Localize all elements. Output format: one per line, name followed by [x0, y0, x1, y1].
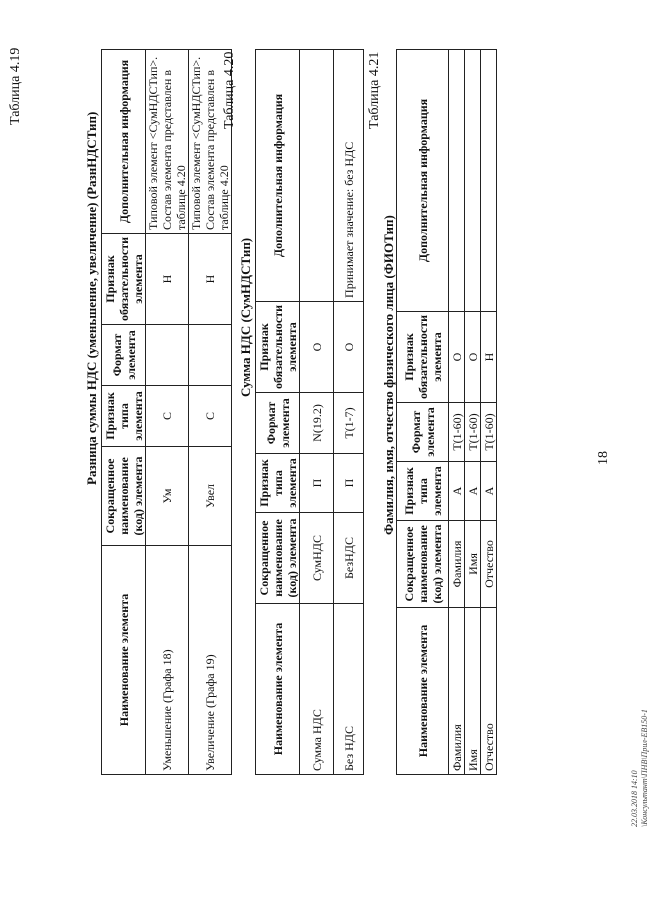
cell-extra [300, 50, 334, 302]
table-4-19-label: Таблица 4.19 [8, 47, 23, 125]
table-4-20-label: Таблица 4.20 [222, 51, 237, 129]
cell-extra: Принимает значение: без НДС [334, 50, 364, 302]
cell-required: О [300, 301, 334, 392]
cell-required: О [449, 311, 465, 402]
cell-type: А [449, 462, 465, 521]
cell-extra-line2: Состав элемента представлен в таблице 4.20 [160, 69, 188, 230]
cell-type: П [300, 454, 334, 513]
cell-short: Отчество [481, 521, 497, 608]
table-row [300, 50, 334, 775]
cell-short: Имя [465, 521, 481, 608]
cell-required: О [465, 311, 481, 402]
cell-format [189, 325, 232, 386]
cell-short: Увел [189, 447, 232, 546]
header-short-name: Сокращенное наименование (код) элемента [256, 513, 300, 604]
table-row [189, 50, 232, 775]
cell-extra [465, 50, 481, 312]
header-required: Признак обязательности элемента [256, 301, 300, 392]
cell-format [146, 325, 189, 386]
table-row [481, 50, 497, 775]
header-format: Формат элемента [256, 393, 300, 454]
table-4-20 [255, 49, 364, 775]
cell-extra-line1: Типовой элемент <СумНДСТип>. [189, 56, 203, 230]
table-row [465, 50, 481, 775]
cell-name: Уменьшение (Графа 18) [146, 546, 189, 775]
cell-required: Н [146, 233, 189, 324]
print-stamp [630, 709, 650, 827]
header-short-name: Сокращенное наименование (код) элемента [102, 447, 146, 546]
header-extra: Дополнительная информация [256, 50, 300, 302]
cell-required: Н [481, 311, 497, 402]
table-4-21 [396, 49, 497, 775]
cell-type: С [146, 386, 189, 447]
table-row [146, 50, 189, 775]
cell-short: Ум [146, 447, 189, 546]
cell-type: А [465, 462, 481, 521]
header-name: Наименование элемента [256, 604, 300, 775]
table-4-21-label: Таблица 4.21 [367, 51, 382, 129]
cell-extra-line2: Состав элемента представлен в таблице 4.20 [203, 69, 231, 230]
cell-format: N(19.2) [300, 393, 334, 454]
table-4-20-title: Сумма НДС (СумНДСТип) [238, 237, 253, 397]
table-row [334, 50, 364, 775]
cell-name: Имя [465, 608, 481, 775]
cell-name: Сумма НДС [300, 604, 334, 775]
cell-type: С [189, 386, 232, 447]
header-extra: Дополнительная информация [397, 50, 449, 312]
header-required: Признак обязательности элемента [102, 233, 146, 324]
header-format: Формат элемента [102, 325, 146, 386]
table-4-19-title: Разница суммы НДС (уменьшение, увеличение) (РазнНДСТип) [84, 111, 99, 485]
cell-name: Фамилия [449, 608, 465, 775]
cell-name: Отчество [481, 608, 497, 775]
cell-format: T(1-60) [449, 403, 465, 462]
print-stamp-path: \Консультант\ПНВ\Прил-ЕВ150-1 [640, 709, 649, 827]
header-name: Наименование элемента [397, 608, 449, 775]
cell-short: СумНДС [300, 513, 334, 604]
cell-name: Без НДС [334, 604, 364, 775]
header-format: Формат элемента [397, 403, 449, 462]
table-4-21-title: Фамилия, имя, отчество физического лица (ФИОТип) [381, 215, 396, 535]
header-type-sign: Признак типа элемента [102, 386, 146, 447]
cell-required: О [334, 301, 364, 392]
cell-format: T(1-7) [334, 393, 364, 454]
cell-extra [481, 50, 497, 312]
cell-required: Н [189, 233, 232, 324]
header-required: Признак обязательности элемента [397, 311, 449, 402]
header-short-name: Сокращенное наименование (код) элемента [397, 521, 449, 608]
cell-extra-line1: Типовой элемент <СумНДСТип>. [146, 56, 160, 230]
header-name: Наименование элемента [102, 546, 146, 775]
table-4-19 [101, 49, 232, 775]
print-stamp-date: 22.03.2018 14:10 [630, 770, 639, 827]
cell-extra [449, 50, 465, 312]
cell-short: БезНДС [334, 513, 364, 604]
table-row [449, 50, 465, 775]
cell-format: T(1-60) [481, 403, 497, 462]
header-type-sign: Признак типа элемента [397, 462, 449, 521]
page-number: 18 [596, 451, 611, 465]
cell-format: T(1-60) [465, 403, 481, 462]
cell-type: А [481, 462, 497, 521]
header-type-sign: Признак типа элемента [256, 454, 300, 513]
header-extra: Дополнительная информация [102, 50, 146, 234]
cell-short: Фамилия [449, 521, 465, 608]
cell-name: Увеличение (Графа 19) [189, 546, 232, 775]
cell-extra [146, 50, 189, 234]
cell-type: П [334, 454, 364, 513]
